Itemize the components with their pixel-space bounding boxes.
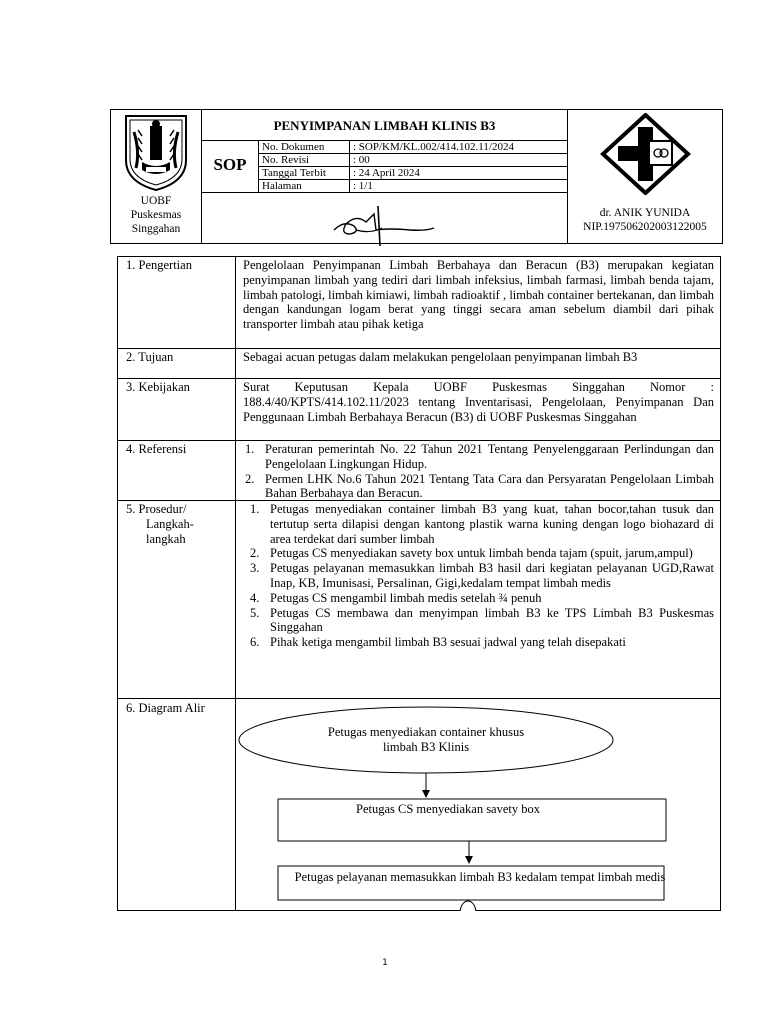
org-name [112,194,200,236]
sop-label: SOP [213,155,247,174]
meta-label-date: Tanggal Terbit [262,167,326,179]
list-item: 6. Pihak ketiga mengambil limbah B3 sesuai jadwal yang telah disepakati [250,635,626,650]
signer-name: dr. ANIK YUNIDA [599,207,691,219]
list-referensi [243,442,714,501]
org-line2: Puskesmas [130,209,182,221]
list-item: 4. Petugas CS mengambil limbah medis setelah ¾ penuh [250,590,542,605]
document-title: PENYIMPANAN LIMBAH KLINIS B3 [273,118,496,133]
flow-step2-text: Petugas CS menyediakan savety box [356,802,540,816]
signer-block [568,206,722,234]
meta-value-rev: : 00 [353,154,370,166]
text-pengertian: Pengelolaan Penyimpanan Limbah Berbahaya dan Beracun (B3) merupakan kegiatan penyimpanan limbah yang tediri dari limbah infeksius, limbah farmasi, limbah benda tajam, limbah patologi, limbah kimiawi, limbah radioaktif , limbah container bertekanan, dan limbah dengan kandungan logam berat yang tinggi secara aman sebelum diambil dari pihak transporter limbah atau pihak ketiga [243,258,714,332]
meta-value-page: : 1/1 [353,180,373,192]
list-item: 2. Permen LHK No.6 Tahun 2021 Tentang Tata Cara dan Persyaratan Pengelolaan Limbah Bahan Berbahaya dan Beracun. [245,471,714,501]
list-prosedur [248,502,714,650]
meta-label-rev: No. Revisi [262,154,310,166]
label-tujuan: 2. Tujuan [126,350,174,364]
meta-label-doc: No. Dokumen [262,141,325,153]
label-prosedur: 5. Prosedur/ Langkah- langkah [126,502,194,546]
list-item: 5. Petugas CS membawa dan menyimpan limbah B3 ke TPS Limbah B3 Puskesmas Singgahan [250,605,714,635]
flow-connector [460,901,476,911]
page-number: 1 [382,958,388,968]
text-tujuan: Sebagai acuan petugas dalam melakukan pengelolaan penyimpanan limbah B3 [243,350,638,364]
regency-emblem-logo [120,112,192,192]
flow-step3-text: Petugas pelayanan memasukkan limbah B3 kedalam tempat limbah medis [294,870,666,884]
list-item: 2. Petugas CS menyediakan savety box untuk limbah benda tajam (spuit, jarum,ampul) [250,546,693,561]
meta-value-date: : 24 April 2024 [353,167,420,179]
org-line3: Singgahan [131,223,181,235]
org-line1: UOBF [140,195,172,207]
text-kebijakan: Surat Keputusan Kepala UOBF Puskesmas Singgahan Nomor : 188.4/40/KPTS/414.102.11/2023 tentang Inventarisasi, Pengelolaan, Penyimpanan Dan Penggunaan Limbah Berbahaya Beracun (B3) di UOBF Puskesmas Singgahan [243,380,714,424]
meta-label-page: Halaman [262,180,302,192]
label-referensi: 4. Referensi [126,442,187,456]
signature [330,200,440,248]
flow-step1-text: Petugas menyediakan container khusus limbah B3 Klinis [327,725,525,754]
list-item: 3. Petugas pelayanan memasukkan limbah B3 hasil dari kegiatan pelayanan UGD,Rawat Inap, KB, Imunisasi, Persalinan, Gigi,kedalam tempat limbah medis [250,561,714,590]
label-kebijakan: 3. Kebijakan [126,380,190,394]
list-item: 1. Peraturan pemerintah No. 22 Tahun 2021 Tentang Penyelenggaraan Perlindungan dan Pengelolaan Lingkungan Hidup. [245,442,714,471]
meta-value-doc: : SOP/KM/KL.002/414.102.11/2024 [353,141,514,153]
list-item: 1. Petugas menyediakan container limbah B3 yang kuat, tahan bocor,tahan tusuk dan tertutup serta dilapisi dengan kantong plastik warna kuning dengan logo biohazard di area terdekat dari sumber limbah [250,502,714,546]
signer-nip: NIP.197506202003122005 [583,221,707,233]
label-pengertian: 1. Pengertian [126,258,192,272]
label-diagram: 6. Diagram Alir [126,701,205,715]
puskesmas-logo [598,113,693,195]
